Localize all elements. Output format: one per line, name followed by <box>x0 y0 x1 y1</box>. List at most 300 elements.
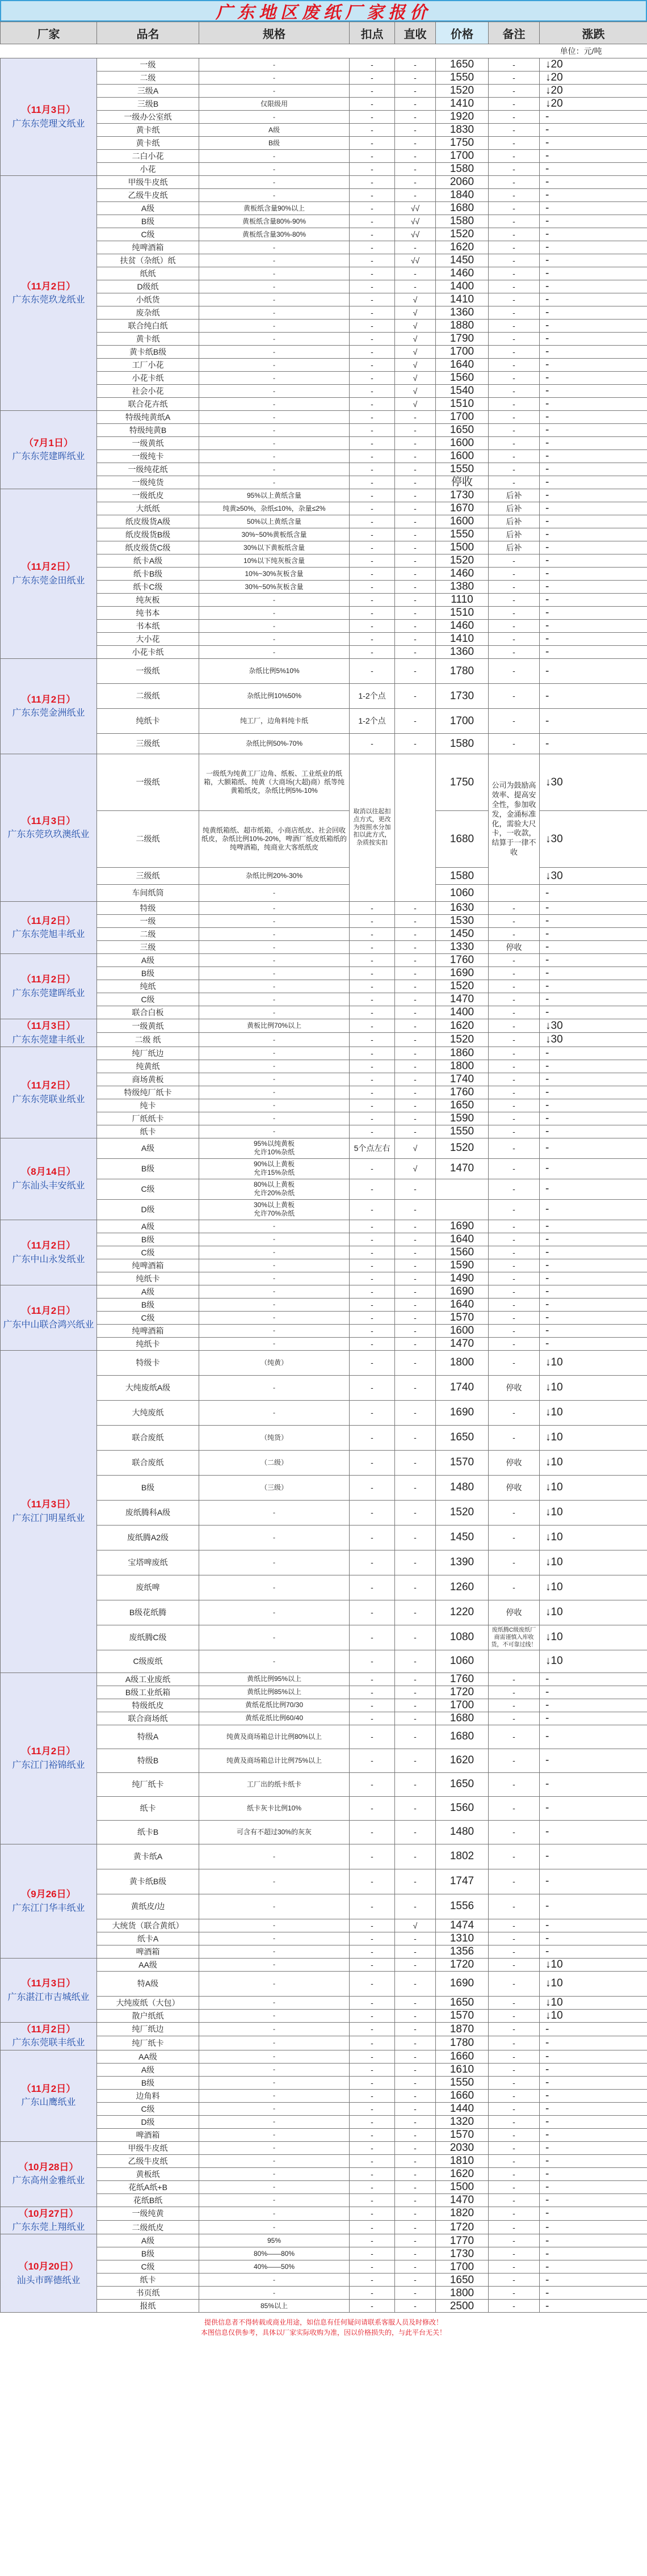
spec-cell: - <box>199 1575 350 1600</box>
note-cell: - <box>489 1550 540 1575</box>
note-cell: 后补 <box>489 489 540 502</box>
price-cell: 1620 <box>436 1749 489 1772</box>
deduction-cell: 1-2个点 <box>350 709 395 734</box>
factory-cell <box>1 2207 97 2234</box>
table-row <box>1 607 647 620</box>
price-cell: 1680 <box>436 202 489 215</box>
note-cell: - <box>489 111 540 124</box>
deduction-cell: - <box>350 1112 395 1125</box>
product-name: A级 <box>97 1285 199 1298</box>
note-cell: - <box>489 1894 540 1919</box>
price-cell: 2030 <box>436 2141 489 2154</box>
product-name: 纯厂纸边 <box>97 2022 199 2036</box>
direct-cell: - <box>395 450 436 463</box>
price-cell: 1640 <box>436 1233 489 1246</box>
price-cell: 1450 <box>436 254 489 267</box>
change-cell: - <box>540 2167 647 2180</box>
spec-cell: 10%以下纯灰板含量 <box>199 554 350 568</box>
change-cell: - <box>540 1125 647 1138</box>
spec-cell <box>199 1158 350 1179</box>
change-cell: - <box>540 293 647 306</box>
change-cell: - <box>540 902 647 915</box>
note-cell: - <box>489 1060 540 1073</box>
change-cell: - <box>540 280 647 293</box>
price-cell: 1700 <box>436 411 489 424</box>
change-cell: ↓20 <box>540 58 647 72</box>
factory-date: （11月2日） <box>21 280 76 292</box>
spec-cell: - <box>199 633 350 646</box>
product-name: 纸卡 <box>97 1125 199 1138</box>
direct-cell: - <box>395 72 436 85</box>
price-cell: 1680 <box>436 1725 489 1749</box>
change-cell: - <box>540 1233 647 1246</box>
direct-cell: - <box>395 581 436 594</box>
change-cell: - <box>540 915 647 928</box>
deduction-cell: - <box>350 111 395 124</box>
price-cell: 1650 <box>436 2274 489 2287</box>
table-row <box>1 541 647 554</box>
header-change: 涨跌 <box>540 22 647 44</box>
change-cell: - <box>540 372 647 385</box>
unit-label: 单位：元/吨 <box>1 44 647 58</box>
table-row <box>1 215 647 228</box>
table-row <box>1 734 647 754</box>
product-name: 纯卡 <box>97 1099 199 1112</box>
change-cell: - <box>540 2274 647 2287</box>
deduction-cell: - <box>350 359 395 372</box>
deduction-cell: - <box>350 1550 395 1575</box>
deduction-cell: - <box>350 1945 395 1958</box>
product-name: 黄卡纸A <box>97 1844 199 1869</box>
product-name: 纸卡A <box>97 1932 199 1945</box>
direct-cell: - <box>395 1525 436 1550</box>
product-name: B级 <box>97 1158 199 1179</box>
table-row <box>1 1650 647 1672</box>
deduction-cell: - <box>350 176 395 189</box>
spec-cell: 80%——80% <box>199 2247 350 2260</box>
price-cell: 1330 <box>436 941 489 954</box>
change-cell: - <box>540 424 647 437</box>
change-cell: - <box>540 646 647 659</box>
price-cell: 1450 <box>436 928 489 941</box>
deduction-cell: - <box>350 1350 395 1375</box>
change-cell: - <box>540 502 647 515</box>
table-row <box>1 1060 647 1073</box>
spec-line: 允许15%杂纸 <box>253 1169 295 1177</box>
table-row <box>1 1425 647 1450</box>
change-cell: - <box>540 980 647 993</box>
change-cell: ↓10 <box>540 1971 647 1996</box>
deduction-cell: - <box>350 1006 395 1019</box>
note-cell: - <box>489 385 540 398</box>
direct-cell: - <box>395 1686 436 1699</box>
product-name: 三级B <box>97 98 199 111</box>
spec-cell: 黄纸花纸比例70/30 <box>199 1699 350 1712</box>
price-cell: 1670 <box>436 502 489 515</box>
note-cell: - <box>489 2063 540 2076</box>
direct-cell: - <box>395 1285 436 1298</box>
deduction-cell: - <box>350 541 395 554</box>
note-cell: - <box>489 928 540 941</box>
deduction-cell: - <box>350 1958 395 1971</box>
spec-cell: - <box>199 1033 350 1047</box>
note-cell: - <box>489 1575 540 1600</box>
product-name: 一级纯花纸 <box>97 463 199 476</box>
factory-date: （7月1日） <box>24 437 73 448</box>
change-cell: - <box>540 1199 647 1220</box>
deduction-cell: - <box>350 72 395 85</box>
direct-cell: - <box>395 941 436 954</box>
direct-cell: √ <box>395 320 436 333</box>
spec-cell: - <box>199 1220 350 1233</box>
deduction-cell: 1-2个点 <box>350 684 395 709</box>
direct-cell: - <box>395 98 436 111</box>
footer-disclaimer <box>0 2313 647 2342</box>
factory-name: 广东东莞理文纸业 <box>12 119 85 129</box>
deduction-cell: - <box>350 2128 395 2141</box>
change-cell: - <box>540 1073 647 1086</box>
spec-cell: - <box>199 1650 350 1672</box>
change-cell: - <box>540 411 647 424</box>
direct-cell: - <box>395 2221 436 2234</box>
note-cell: - <box>489 1246 540 1259</box>
price-table <box>0 22 647 2313</box>
spec-cell: - <box>199 1971 350 1996</box>
product-name: 啤酒箱 <box>97 2128 199 2141</box>
deduction-cell: - <box>350 98 395 111</box>
change-cell: - <box>540 2022 647 2036</box>
spec-cell: - <box>199 176 350 189</box>
price-cell: 1490 <box>436 1272 489 1285</box>
product-name: AA级 <box>97 2050 199 2063</box>
deduction-cell: - <box>350 1099 395 1112</box>
factory-name: 广东东莞金田纸业 <box>12 575 85 586</box>
price-cell: 1560 <box>436 1246 489 1259</box>
table-row <box>1 620 647 633</box>
price-cell: 1410 <box>436 633 489 646</box>
table-row <box>1 1233 647 1246</box>
deduction-cell: - <box>350 2076 395 2089</box>
change-cell: - <box>540 993 647 1006</box>
price-cell: 1720 <box>436 1686 489 1699</box>
product-name: 黄纸皮/边 <box>97 1894 199 1919</box>
deduction-cell: - <box>350 1033 395 1047</box>
spec-cell: - <box>199 1500 350 1525</box>
price-cell: 1740 <box>436 1073 489 1086</box>
direct-cell: √ <box>395 385 436 398</box>
deduction-cell: - <box>350 437 395 450</box>
note-cell: 废纸腾C级废纸厂商需谨慎入库收货，不可靠过线！ <box>489 1625 540 1650</box>
deduction-cell: - <box>350 163 395 176</box>
product-name: 纸卡C级 <box>97 581 199 594</box>
note-cell: - <box>489 1958 540 1971</box>
note-cell: - <box>489 954 540 967</box>
deduction-cell: - <box>350 1844 395 1869</box>
product-name: 纯黄纸 <box>97 1060 199 1073</box>
deduction-cell: - <box>350 254 395 267</box>
deduction-cell: - <box>350 1699 395 1712</box>
product-name: 二级 <box>97 928 199 941</box>
change-cell: ↓30 <box>540 1019 647 1033</box>
change-cell: - <box>540 241 647 254</box>
product-name: 二级纸 <box>97 684 199 709</box>
deduction-cell: - <box>350 659 395 684</box>
factory-name: 广东山鹰纸业 <box>21 2098 76 2108</box>
direct-cell: - <box>395 189 436 202</box>
factory-date: （8月14日） <box>21 1166 76 1178</box>
table-row <box>1 954 647 967</box>
note-cell: - <box>489 1086 540 1099</box>
price-cell: 1820 <box>436 2207 489 2220</box>
price-cell: 1770 <box>436 2234 489 2247</box>
direct-cell: - <box>395 489 436 502</box>
spec-cell: - <box>199 293 350 306</box>
product-name: B级 <box>97 1298 199 1311</box>
product-name: 扶贫（杂纸）纸 <box>97 254 199 267</box>
table-row <box>1 2180 647 2193</box>
price-cell: 1410 <box>436 293 489 306</box>
deduction-cell: - <box>350 1575 395 1600</box>
direct-cell: - <box>395 2009 436 2022</box>
product-name: 特级A <box>97 1725 199 1749</box>
spec-cell: - <box>199 1272 350 1285</box>
product-name: 花纸B纸 <box>97 2193 199 2207</box>
table-row <box>1 1772 647 1796</box>
table-row <box>1 1138 647 1158</box>
change-cell: - <box>540 1112 647 1125</box>
table-row <box>1 1350 647 1375</box>
factory-cell <box>1 1350 97 1672</box>
direct-cell: √ <box>395 1158 436 1179</box>
table-row <box>1 2050 647 2063</box>
note-cell: 停收 <box>489 1450 540 1475</box>
direct-cell: - <box>395 1246 436 1259</box>
factory-cell <box>1 2022 97 2050</box>
spec-cell: - <box>199 1894 350 1919</box>
spec-cell: - <box>199 1298 350 1311</box>
spec-cell: - <box>199 320 350 333</box>
direct-cell: - <box>395 2128 436 2141</box>
header-price: 价格 <box>436 22 489 44</box>
note-cell: - <box>489 2036 540 2050</box>
direct-cell: - <box>395 1820 436 1844</box>
table-row <box>1 1475 647 1500</box>
change-cell: ↓20 <box>540 85 647 98</box>
spec-cell: - <box>199 1600 350 1625</box>
spec-cell: - <box>199 594 350 607</box>
note-cell: 停收 <box>489 1475 540 1500</box>
deduction-cell: - <box>350 1285 395 1298</box>
table-row <box>1 1500 647 1525</box>
direct-cell: - <box>395 1311 436 1324</box>
direct-cell: - <box>395 1575 436 1600</box>
deduction-cell: - <box>350 202 395 215</box>
deduction-cell: - <box>350 515 395 528</box>
deduction-cell: - <box>350 1298 395 1311</box>
direct-cell: - <box>395 528 436 541</box>
direct-cell: - <box>395 1272 436 1285</box>
price-cell: 1580 <box>436 163 489 176</box>
spec-cell: 黄纸花纸比例60/40 <box>199 1712 350 1725</box>
deduction-cell: - <box>350 267 395 280</box>
deduction-cell: - <box>350 293 395 306</box>
direct-cell: - <box>395 1006 436 1019</box>
price-cell: 1800 <box>436 2287 489 2300</box>
note-cell: - <box>489 176 540 189</box>
direct-cell: - <box>395 2141 436 2154</box>
price-cell: 1750 <box>436 137 489 150</box>
change-cell: - <box>540 1047 647 1060</box>
direct-cell: - <box>395 1650 436 1672</box>
deduction-cell: - <box>350 2009 395 2022</box>
spec-cell: - <box>199 1285 350 1298</box>
table-row <box>1 437 647 450</box>
spec-line: 允许20%杂纸 <box>253 1189 295 1197</box>
direct-cell: - <box>395 2022 436 2036</box>
price-cell: 1680 <box>436 1712 489 1725</box>
price-cell: 1690 <box>436 1400 489 1425</box>
change-cell: - <box>540 1844 647 1869</box>
sheet-title-banner <box>0 0 647 22</box>
table-row <box>1 1375 647 1400</box>
factory-name: 广东东莞联业纸业 <box>12 1094 85 1104</box>
price-cell: 1700 <box>436 709 489 734</box>
direct-cell: - <box>395 2089 436 2102</box>
spec-cell: 纯工厂，边角料纯卡纸 <box>199 709 350 734</box>
direct-cell: - <box>395 1500 436 1525</box>
change-cell: - <box>540 437 647 450</box>
factory-cell <box>1 902 97 954</box>
direct-cell: - <box>395 2287 436 2300</box>
spec-cell: A级 <box>199 124 350 137</box>
factory-date: （11月3日） <box>21 1020 76 1031</box>
product-name: 纯厂纸卡 <box>97 2036 199 2050</box>
change-cell: - <box>540 607 647 620</box>
spec-cell: - <box>199 1246 350 1259</box>
spec-cell: - <box>199 2154 350 2167</box>
spec-line: 95%以纯黄板 <box>253 1140 295 1148</box>
price-cell <box>436 1199 489 1220</box>
product-name: C级 <box>97 1179 199 1199</box>
deduction-cell: - <box>350 646 395 659</box>
spec-cell: - <box>199 1996 350 2009</box>
note-cell: 后补 <box>489 515 540 528</box>
deduction-cell: - <box>350 1086 395 1099</box>
table-row <box>1 2260 647 2274</box>
price-cell: 1610 <box>436 2063 489 2076</box>
spec-cell: - <box>199 411 350 424</box>
deduction-cell: - <box>350 489 395 502</box>
product-name: 联合花卉纸 <box>97 398 199 411</box>
price-cell: 1560 <box>436 1796 489 1820</box>
product-name: 二白小花 <box>97 150 199 163</box>
change-cell: - <box>540 1932 647 1945</box>
price-cell: 1690 <box>436 1971 489 1996</box>
deduction-cell: - <box>350 1259 395 1272</box>
deduction-cell: - <box>350 2167 395 2180</box>
spec-cell: - <box>199 954 350 967</box>
note-cell: - <box>489 1772 540 1796</box>
change-cell: - <box>540 541 647 554</box>
spec-cell: - <box>199 359 350 372</box>
table-row <box>1 1324 647 1337</box>
factory-date: （11月2日） <box>21 915 76 926</box>
spec-cell: - <box>199 476 350 489</box>
spec-cell: - <box>199 1125 350 1138</box>
price-cell: 1590 <box>436 1259 489 1272</box>
spec-cell: - <box>199 1060 350 1073</box>
direct-cell: - <box>395 2063 436 2076</box>
spec-cell: - <box>199 646 350 659</box>
price-cell: 1800 <box>436 1060 489 1073</box>
spec-cell: - <box>199 254 350 267</box>
spec-cell: - <box>199 398 350 411</box>
deduction-cell: - <box>350 1233 395 1246</box>
note-cell: - <box>489 980 540 993</box>
product-name: 纯厂纸边 <box>97 1047 199 1060</box>
direct-cell: - <box>395 1047 436 1060</box>
spec-cell: 50%以上黄纸含量 <box>199 515 350 528</box>
change-cell: - <box>540 202 647 215</box>
price-cell: 1690 <box>436 1220 489 1233</box>
deduction-cell: - <box>350 58 395 72</box>
direct-cell: - <box>395 607 436 620</box>
spec-cell: 杂纸比例5%10% <box>199 659 350 684</box>
product-name: C级废纸 <box>97 1650 199 1672</box>
product-name: 纸皮级货B级 <box>97 528 199 541</box>
price-cell: 1650 <box>436 1099 489 1112</box>
spec-cell: - <box>199 2287 350 2300</box>
direct-cell: - <box>395 1099 436 1112</box>
price-cell: 1730 <box>436 489 489 502</box>
price-cell: 1540 <box>436 385 489 398</box>
spec-cell: 纯黄及商场箱总计比例80%以上 <box>199 1725 350 1749</box>
price-cell: 1510 <box>436 398 489 411</box>
price-cell: 1680 <box>436 811 489 868</box>
price-cell: 1870 <box>436 2022 489 2036</box>
table-row <box>1 424 647 437</box>
spec-cell: - <box>199 2050 350 2063</box>
deduction-cell: - <box>350 1712 395 1725</box>
deduction-cell: - <box>350 1073 395 1086</box>
table-row <box>1 1246 647 1259</box>
product-name: 一级 <box>97 915 199 928</box>
price-cell: 停收 <box>436 476 489 489</box>
change-cell: - <box>540 176 647 189</box>
table-row <box>1 1796 647 1820</box>
note-cell: - <box>489 568 540 581</box>
price-cell: 1360 <box>436 306 489 320</box>
price-cell: 1660 <box>436 2050 489 2063</box>
change-cell: - <box>540 1945 647 1958</box>
note-cell: - <box>489 2009 540 2022</box>
product-name: B级 <box>97 215 199 228</box>
spec-cell: 纯黄≥50%，杂纸≤10%，杂量≤2% <box>199 502 350 515</box>
product-name: 大纯废纸 <box>97 1400 199 1425</box>
spec-cell: - <box>199 346 350 359</box>
table-row <box>1 1625 647 1650</box>
note-cell: - <box>489 450 540 463</box>
direct-cell: - <box>395 1350 436 1375</box>
note-cell: - <box>489 2089 540 2102</box>
price-cell: 1520 <box>436 1500 489 1525</box>
change-cell: - <box>540 568 647 581</box>
deduction-cell: - <box>350 594 395 607</box>
direct-cell: √ <box>395 293 436 306</box>
table-row <box>1 1086 647 1099</box>
note-cell: 公司为鼓励高效率、提高安全性，参加收发，金涌标准化，需验大尺卡，一收款，结算于一律不收 <box>489 754 540 885</box>
table-row <box>1 1712 647 1725</box>
